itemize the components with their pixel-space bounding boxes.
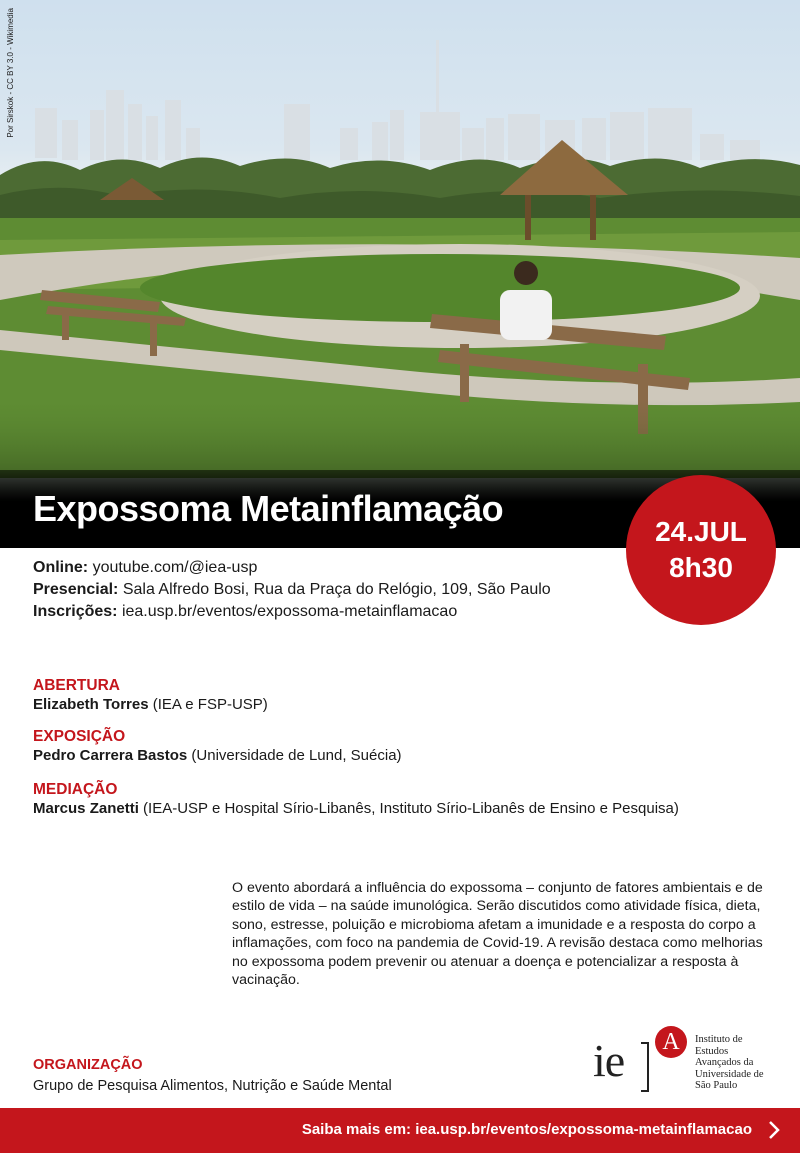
event-description: O evento abordará a influência do expossoma – conjunto de fatores ambientais e de estilo de vida – na saúde imunológica. Serão discutidos como atividade física, dieta, sono, estresse, poluição e microbioma afetam a imunidade e a resposta do corpo a inflamações, com foco na pandemia de Covid-19. A revisão destaca como melhorias no expossoma podem prevenir ou atenuar a doença e potencializar a resposta à vacinação. bbox=[232, 880, 763, 989]
chevron-right-icon[interactable] bbox=[766, 1119, 782, 1141]
mediacao-name: Marcus Zanetti bbox=[33, 800, 139, 817]
event-time: 8h30 bbox=[669, 552, 733, 583]
logo-line-1: Instituto de bbox=[695, 1034, 743, 1045]
abertura-name: Elizabeth Torres bbox=[33, 696, 149, 713]
hero-photo bbox=[0, 0, 800, 548]
logo-bracket bbox=[641, 1042, 649, 1092]
logo-mark: ie bbox=[593, 1035, 625, 1086]
inscricoes-link[interactable]: iea.usp.br/eventos/expossoma-metainflamacao bbox=[121, 603, 458, 620]
online-row bbox=[33, 557, 551, 579]
abertura-heading: ABERTURA bbox=[33, 677, 120, 694]
presencial-label: Presencial: bbox=[33, 581, 119, 598]
abertura-affiliation: (IEA e FSP-USP) bbox=[152, 696, 268, 713]
organization-heading: ORGANIZAÇÃO bbox=[33, 1057, 143, 1073]
logo-institution bbox=[695, 1034, 791, 1092]
mediacao-heading: MEDIAÇÃO bbox=[33, 781, 118, 798]
abertura-section bbox=[33, 676, 268, 714]
logo-line-5: São Paulo bbox=[695, 1080, 738, 1091]
logo-letter: A bbox=[655, 1026, 687, 1058]
inscricoes-label: Inscrições: bbox=[33, 603, 118, 620]
event-info bbox=[33, 557, 551, 623]
footer-bar[interactable] bbox=[0, 1108, 800, 1153]
date-badge bbox=[626, 475, 776, 625]
footer-link[interactable]: Saiba mais em: iea.usp.br/eventos/expossoma-metainflamacao bbox=[301, 1121, 752, 1138]
logo-line-4: Universidade de bbox=[695, 1068, 764, 1080]
event-title: Expossoma Metainflamação bbox=[33, 488, 504, 529]
event-date: 24.JUL bbox=[655, 516, 747, 547]
organization-name: Grupo de Pesquisa Alimentos, Nutrição e Saúde Mental bbox=[33, 1078, 392, 1094]
online-link[interactable]: youtube.com/@iea-usp bbox=[92, 559, 258, 576]
logo-line-3: Avançados da bbox=[695, 1057, 754, 1068]
inscricoes-row bbox=[33, 601, 551, 623]
exposicao-heading: EXPOSIÇÃO bbox=[33, 728, 126, 745]
logo-line-2: Estudos bbox=[695, 1045, 729, 1057]
mediacao-person bbox=[33, 799, 679, 818]
photo-credit: Por Sirskok - CC BY 3.0 - Wikimedia bbox=[6, 8, 15, 138]
exposicao-name: Pedro Carrera Bastos bbox=[33, 747, 188, 764]
mediacao-section bbox=[33, 780, 679, 818]
exposicao-affiliation: (Universidade de Lund, Suécia) bbox=[191, 747, 402, 764]
iea-logo[interactable] bbox=[593, 1020, 793, 1098]
mediacao-affiliation: (IEA-USP e Hospital Sírio-Libanês, Instituto Sírio-Libanês de Ensino e Pesquisa) bbox=[143, 800, 679, 817]
park-illustration bbox=[0, 0, 800, 548]
presencial-address: Sala Alfredo Bosi, Rua da Praça do Relógio, 109, São Paulo bbox=[122, 581, 551, 598]
presencial-row bbox=[33, 579, 551, 601]
online-label: Online: bbox=[33, 559, 89, 576]
exposicao-person bbox=[33, 746, 402, 765]
abertura-person bbox=[33, 695, 268, 714]
exposicao-section bbox=[33, 727, 402, 765]
